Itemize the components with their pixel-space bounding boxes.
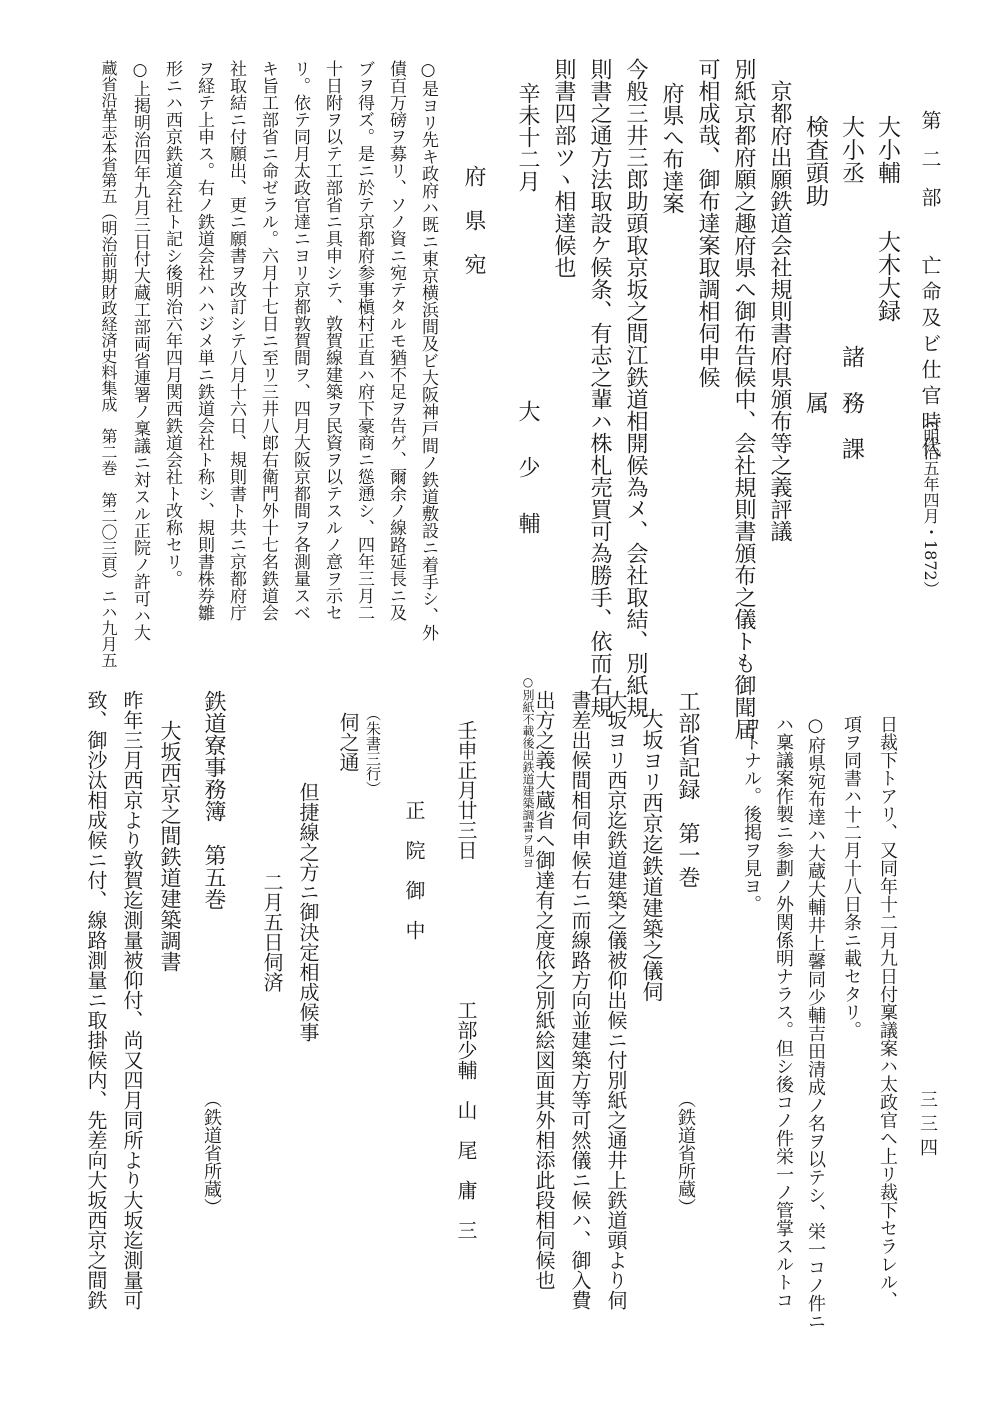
bottom-line-signer: 工部少輔 山 尾 庸 三 [454, 1000, 478, 1240]
top-line-5: 別紙京都府願之趣府県へ御布告候中、会社規則書頒布之儀トも御聞届 [731, 58, 756, 740]
daisho-signature: 大 少 輔 [515, 400, 540, 540]
bottom-line-proviso: 但捷線之方ニ御決定相成候事 [296, 782, 320, 1042]
bottom-line-8: 大坂ヨリ西京迄鉄道建築之儀伺 [640, 708, 664, 1002]
top-note-11: 蔵省沿革志本省第五（明治前期財政経済史料集成 第二巻 第二〇三頁）ニハ九月五 [99, 60, 118, 668]
top-line-8: 今般三井三郎助頭取京坂之間江鉄道相開候為メ、会社取結、別紙規 [623, 58, 648, 718]
bottom-line-red-note: （朱書三行） [364, 706, 382, 796]
bottom-line-2: 項ヲ同書ハ十二月十八日条ニ載セタリ。 [841, 715, 862, 1039]
top-line-2: 大小丞 諸 務 課 [838, 115, 864, 460]
top-note-6: キ旨工部省ニ命ゼラル。六月十七日ニ至リ三井八郎右衛門外十七名鉄道会 [258, 60, 278, 621]
top-note-5: リ。依テ同月太政官達ニヨリ京都敦賀間ヲ、四月大阪京都間ヲ各測量スベ [290, 60, 310, 621]
bottom-line-survey-1: 昨年三月西京より敦賀迄測量被仰付、尚又四月同所より大坂迄測量可 [120, 690, 144, 1310]
top-note-8: ヲ経テ上申ス。右ノ鉄道会社ハハジメ単ニ鉄道会社ト称シ、規則書株券雛 [194, 60, 214, 621]
bottom-line-date: 壬申正月廿三日 [454, 720, 478, 860]
top-line-1: 大小輔 大木大録 [874, 115, 900, 322]
top-line-7: 府県へ布達案 [659, 82, 684, 214]
bottom-line-3: ○府県宛布達ハ大蔵大輔井上馨同少輔吉田清成ノ名ヲ以テシ、栄一コノ件ニ [805, 715, 826, 1330]
top-line-12: 府 県 宛 [461, 165, 486, 275]
bottom-line-4: ハ稟議案作製ニ参劃ノ外関係明ナラス。但シ後コノ件栄一ノ管掌スルトコ [773, 715, 794, 1309]
top-line-11: 辛未十二月 [515, 82, 540, 192]
top-line-3: 検査頭助 属 [802, 115, 828, 414]
bottom-line-1: 日裁下トアリ、又同年十二月九日付稟議案ハ太政官ヘ上リ裁下セラレル、 [877, 715, 898, 1309]
bottom-line-recipient: 正 院 御 中 [402, 800, 426, 940]
period-label: （明治五年四月・1872） [921, 412, 940, 597]
top-line-9: 則書之通方法取設ケ候条、有志之輩ハ株札売買可為勝手、依而右規 [587, 58, 612, 718]
bottom-line-5: ロトナル。後掲ヲ見ヨ。 [741, 715, 762, 913]
top-line-10: 則書四部ツヽ相達候也 [551, 58, 576, 278]
top-note-1: ○是ヨリ先キ政府ハ既ニ東京横浜間及ビ大阪神戸間ノ鉄道敷設ニ着手シ、外 [418, 60, 438, 641]
bottom-line-approval: 伺之通 [336, 712, 360, 772]
bottom-heading-tetsudoryo: 鉄道寮事務簿 第五巻 [201, 690, 226, 910]
bottom-note-attachment: ○別紙不載後出鉄道建築調書ヲ見ヨ [521, 675, 535, 869]
top-note-7: 社取結ニ付願出、更ニ願書ヲ改訂シテ八月十六日、規則書ト共ニ京都府庁 [226, 60, 246, 621]
bottom-line-11: 出方之義大蔵省へ御達有之度依之別紙絵図面其外相添此段相伺候也 [532, 690, 556, 1290]
bottom-line-survey-2: 致、御沙汰相成候ニ付、線路測量ニ取掛候内、先差向大坂西京之間鉄 [84, 690, 108, 1310]
bottom-line-9: 大坂ヨリ西京迄鉄道建築之儀被仰出候ニ付別紙之通井上鉄道頭より伺 [604, 690, 628, 1310]
top-note-9: 形ニハ西京鉄道会社ト記シ後明治六年四月関西鉄道会社ト改称セリ。 [162, 60, 182, 587]
top-note-4: 十日附ヲ以テ工部省ニ具申シテ、敦賀線建築ヲ民資ヲ以テスルノ意ヲ示セ [322, 60, 342, 621]
top-note-3: ブヲ得ズ。是ニ於テ京都府参事槇村正直ハ府下豪商ニ慫慂シ、四年三月二 [354, 60, 374, 621]
top-note-2: 債百万磅ヲ募リ、ソノ資ニ宛テタルモ猶不足ヲ告ゲ、爾余ノ線路延長ニ及 [386, 60, 406, 621]
part-label: 第 二 部 [918, 110, 942, 213]
top-line-4: 京都府出願鉄道会社規則書府県頒布等之義評議 [767, 80, 792, 542]
bottom-source-2: （鉄道省所蔵） [201, 1090, 222, 1216]
page-number: 三三四 [917, 1090, 938, 1162]
bottom-heading-kobusho: 工部省記録 第一巻 [675, 690, 700, 888]
top-line-6: 可相成哉、御布達案取調相伺申候 [695, 58, 720, 388]
bottom-line-survey-title: 大坂西京之間鉄道建築調書 [158, 720, 182, 972]
bottom-line-10: 書差出候間相伺申候右ニ而線路方向並建築方等可然儀ニ候ハ、御入費 [568, 690, 592, 1310]
bottom-line-approved-date: 二月五日伺済 [260, 872, 284, 992]
top-note-10: ○上掲明治四年九月三日付大蔵工部両省連署ノ稟議ニ対スル正院ノ許可ハ大 [130, 60, 150, 641]
bottom-source-1: （鉄道省所蔵） [675, 1090, 696, 1216]
chapter-title: 亡命及ビ仕官時代 [918, 255, 942, 463]
